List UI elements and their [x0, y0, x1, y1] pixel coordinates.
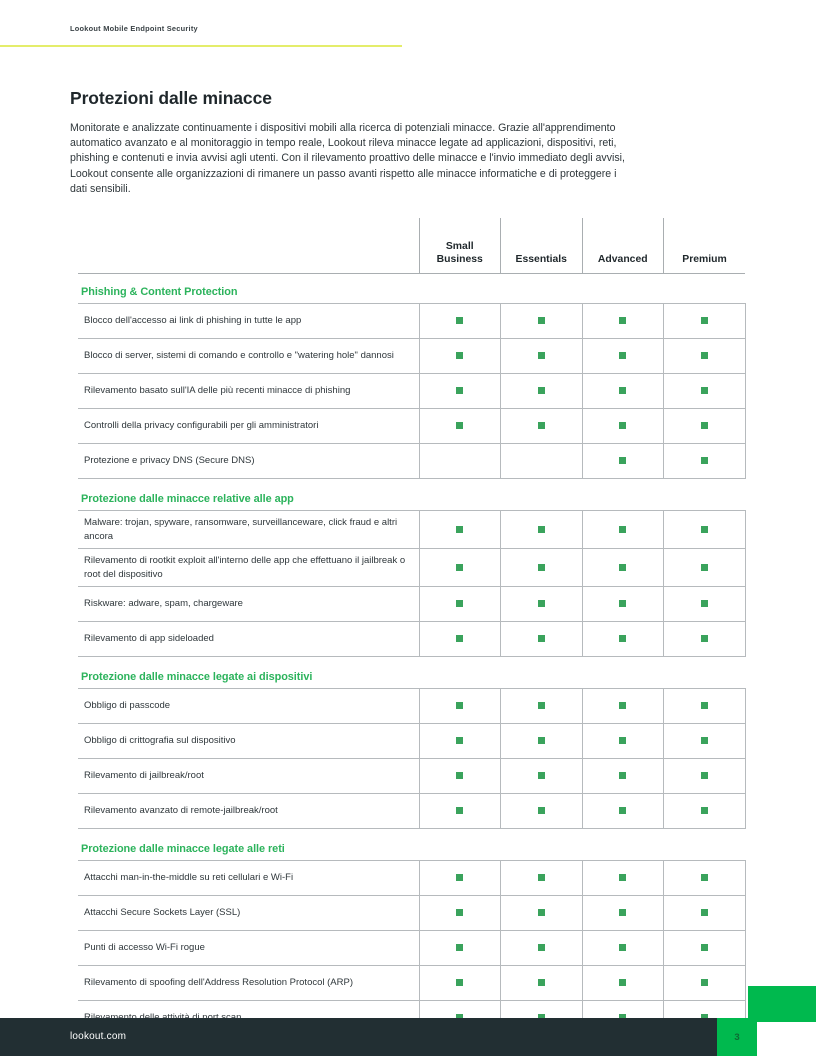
feature-label-cell: Blocco di server, sistemi di comando e controllo e "watering hole" dannosi	[78, 339, 419, 374]
table-header	[78, 218, 745, 274]
included-square-icon	[619, 457, 626, 464]
table-row	[78, 896, 745, 931]
page-intro-block	[70, 88, 746, 197]
header-rule-divider	[0, 45, 402, 47]
tier-value-cell	[582, 759, 664, 794]
feature-column-header	[78, 218, 419, 274]
table-row	[78, 622, 745, 657]
not-included-placeholder	[538, 457, 545, 464]
feature-label-cell: Attacchi Secure Sockets Layer (SSL)	[78, 896, 419, 931]
included-square-icon	[619, 526, 626, 533]
included-square-icon	[619, 807, 626, 814]
tier-value-cell	[664, 549, 746, 587]
included-square-icon	[456, 422, 463, 429]
tier-value-cell	[501, 896, 583, 931]
table-row	[78, 966, 745, 1001]
table-row	[78, 511, 745, 549]
tier-header-line: Business	[436, 254, 483, 265]
tier-value-cell	[582, 549, 664, 587]
included-square-icon	[538, 352, 545, 359]
tier-value-cell	[501, 794, 583, 829]
feature-label-cell: Rilevamento di rootkit exploit all'interno delle app che effettuano il jailbreak o root del dispositivo	[78, 549, 419, 587]
tier-value-cell	[501, 374, 583, 409]
feature-label-cell: Rilevamento avanzato di remote-jailbreak/root	[78, 794, 419, 829]
included-square-icon	[538, 874, 545, 881]
included-square-icon	[456, 526, 463, 533]
tier-value-cell	[501, 861, 583, 896]
included-square-icon	[456, 979, 463, 986]
included-square-icon	[701, 422, 708, 429]
included-square-icon	[619, 317, 626, 324]
tier-value-cell	[419, 861, 501, 896]
tier-value-cell	[664, 689, 746, 724]
tier-value-cell	[419, 759, 501, 794]
included-square-icon	[619, 944, 626, 951]
included-square-icon	[701, 737, 708, 744]
tier-value-cell	[501, 587, 583, 622]
tier-column-header	[501, 218, 583, 274]
included-square-icon	[619, 702, 626, 709]
feature-label-cell: Obbligo di crittografia sul dispositivo	[78, 724, 419, 759]
footer-site-url: lookout.com	[70, 1031, 127, 1042]
included-square-icon	[538, 317, 545, 324]
tier-value-cell	[501, 444, 583, 479]
included-square-icon	[619, 874, 626, 881]
table-row	[78, 587, 745, 622]
included-square-icon	[456, 772, 463, 779]
tier-value-cell	[419, 304, 501, 339]
feature-label-cell: Rilevamento di jailbreak/root	[78, 759, 419, 794]
feature-label-cell: Rilevamento di app sideloaded	[78, 622, 419, 657]
included-square-icon	[701, 317, 708, 324]
included-square-icon	[538, 979, 545, 986]
included-square-icon	[456, 635, 463, 642]
page-title: Protezioni dalle minacce	[70, 88, 272, 108]
tier-value-cell	[501, 304, 583, 339]
included-square-icon	[701, 979, 708, 986]
table-row	[78, 724, 745, 759]
tier-value-cell	[582, 861, 664, 896]
table-row	[78, 931, 745, 966]
included-square-icon	[701, 874, 708, 881]
tier-value-cell	[419, 511, 501, 549]
feature-label-cell: Rilevamento di spoofing dell'Address Resolution Protocol (ARP)	[78, 966, 419, 1001]
table-body	[78, 274, 745, 1036]
table-row	[78, 759, 745, 794]
tier-value-cell	[582, 511, 664, 549]
tier-value-cell	[664, 511, 746, 549]
tier-value-cell	[664, 861, 746, 896]
feature-label-cell: Punti di accesso Wi-Fi rogue	[78, 931, 419, 966]
tier-comparison-table	[78, 218, 746, 1036]
tier-value-cell	[582, 931, 664, 966]
table-row	[78, 444, 745, 479]
feature-label-cell: Riskware: adware, spam, chargeware	[78, 587, 419, 622]
intro-paragraph: Monitorate e analizzate continuamente i dispositivi mobili alla ricerca di potenziali minacce. Grazie all'apprendimento automatico avanzato e al monitoraggio in tempo reale, Lookout rileva minacce legate ad applicazioni, dispositivi, reti, phishing e contenuti e invia avvisi agli utenti. Con il rilevamento proattivo delle minacce e l'invio immediato degli avvisi, Lookout consente alle organizzazioni di rimanere un passo avanti rispetto alle minacce informatiche e di proteggere i dati sensibili.	[70, 122, 625, 195]
tier-column-header	[582, 218, 664, 274]
included-square-icon	[456, 944, 463, 951]
tier-column-header	[419, 218, 501, 274]
included-square-icon	[538, 737, 545, 744]
tier-value-cell	[582, 689, 664, 724]
page-number-badge: 3	[717, 1018, 757, 1056]
tier-value-cell	[664, 444, 746, 479]
tier-value-cell	[582, 622, 664, 657]
tier-value-cell	[501, 549, 583, 587]
included-square-icon	[456, 564, 463, 571]
table-row	[78, 304, 745, 339]
document-eyebrow: Lookout Mobile Endpoint Security	[70, 24, 198, 33]
tier-value-cell	[419, 966, 501, 1001]
included-square-icon	[701, 772, 708, 779]
feature-label-cell: Attacchi man-in-the-middle su reti cellulari e Wi-Fi	[78, 861, 419, 896]
included-square-icon	[456, 702, 463, 709]
tier-value-cell	[582, 444, 664, 479]
tier-value-cell	[582, 896, 664, 931]
tier-value-cell	[582, 587, 664, 622]
tier-value-cell	[419, 931, 501, 966]
feature-label-cell: Malware: trojan, spyware, ransomware, surveillanceware, click fraud e altri ancora	[78, 511, 419, 549]
included-square-icon	[456, 352, 463, 359]
footer-accent-block	[748, 986, 816, 1022]
included-square-icon	[701, 387, 708, 394]
table-section-title: Protezione dalle minacce relative alle app	[81, 493, 294, 505]
included-square-icon	[701, 909, 708, 916]
included-square-icon	[619, 422, 626, 429]
tier-value-cell	[664, 931, 746, 966]
feature-label-cell: Obbligo di passcode	[78, 689, 419, 724]
tier-header-line: Essentials	[515, 254, 567, 265]
feature-label-cell: Protezione e privacy DNS (Secure DNS)	[78, 444, 419, 479]
tier-value-cell	[419, 896, 501, 931]
tier-value-cell	[501, 339, 583, 374]
included-square-icon	[619, 352, 626, 359]
tier-value-cell	[582, 966, 664, 1001]
table-row	[78, 794, 745, 829]
tier-value-cell	[419, 339, 501, 374]
table-row	[78, 339, 745, 374]
table-header-row	[78, 218, 745, 274]
page-header	[0, 0, 816, 46]
tier-value-cell	[501, 759, 583, 794]
included-square-icon	[619, 387, 626, 394]
tier-header-line: Advanced	[597, 254, 648, 265]
included-square-icon	[619, 909, 626, 916]
footer-bar	[0, 1018, 717, 1056]
table-section-header-row	[78, 479, 745, 511]
included-square-icon	[538, 702, 545, 709]
included-square-icon	[538, 526, 545, 533]
included-square-icon	[701, 457, 708, 464]
table-section-title: Protezione dalle minacce legate ai dispositivi	[81, 671, 313, 683]
table-row	[78, 689, 745, 724]
included-square-icon	[538, 635, 545, 642]
tier-value-cell	[664, 759, 746, 794]
tier-value-cell	[664, 409, 746, 444]
tier-value-cell	[419, 374, 501, 409]
included-square-icon	[701, 352, 708, 359]
tier-value-cell	[419, 689, 501, 724]
included-square-icon	[619, 772, 626, 779]
included-square-icon	[619, 737, 626, 744]
tier-value-cell	[419, 409, 501, 444]
tier-value-cell	[501, 689, 583, 724]
included-square-icon	[456, 600, 463, 607]
table-row	[78, 374, 745, 409]
table-row	[78, 861, 745, 896]
table-section-title: Phishing & Content Protection	[81, 286, 238, 298]
feature-label-cell: Controlli della privacy configurabili per gli amministratori	[78, 409, 419, 444]
tier-value-cell	[582, 794, 664, 829]
tier-value-cell	[664, 794, 746, 829]
tier-value-cell	[419, 724, 501, 759]
tier-header-line: Small	[445, 241, 474, 252]
table-section-header-row	[78, 829, 745, 861]
included-square-icon	[538, 422, 545, 429]
tier-value-cell	[664, 304, 746, 339]
tier-value-cell	[664, 622, 746, 657]
feature-label-cell: Rilevamento basato sull'IA delle più recenti minacce di phishing	[78, 374, 419, 409]
tier-value-cell	[419, 794, 501, 829]
tier-value-cell	[501, 931, 583, 966]
included-square-icon	[701, 702, 708, 709]
tier-value-cell	[664, 966, 746, 1001]
tier-value-cell	[501, 622, 583, 657]
tier-value-cell	[501, 511, 583, 549]
included-square-icon	[701, 635, 708, 642]
included-square-icon	[538, 772, 545, 779]
included-square-icon	[456, 387, 463, 394]
not-included-placeholder	[456, 457, 463, 464]
tier-value-cell	[419, 549, 501, 587]
tier-value-cell	[419, 587, 501, 622]
tier-value-cell	[582, 304, 664, 339]
tier-value-cell	[664, 339, 746, 374]
tier-value-cell	[419, 622, 501, 657]
tier-value-cell	[419, 444, 501, 479]
included-square-icon	[538, 600, 545, 607]
table-section-header-row	[78, 657, 745, 689]
tier-value-cell	[582, 409, 664, 444]
included-square-icon	[538, 807, 545, 814]
included-square-icon	[456, 737, 463, 744]
tier-value-cell	[501, 409, 583, 444]
included-square-icon	[538, 564, 545, 571]
included-square-icon	[456, 874, 463, 881]
table-section-title: Protezione dalle minacce legate alle reti	[81, 843, 285, 855]
table-section-header-row	[78, 274, 745, 304]
included-square-icon	[456, 909, 463, 916]
tier-value-cell	[664, 374, 746, 409]
included-square-icon	[619, 564, 626, 571]
included-square-icon	[619, 979, 626, 986]
included-square-icon	[538, 909, 545, 916]
included-square-icon	[701, 944, 708, 951]
tier-value-cell	[582, 724, 664, 759]
tier-value-cell	[582, 374, 664, 409]
included-square-icon	[701, 526, 708, 533]
included-square-icon	[538, 944, 545, 951]
feature-label-cell: Blocco dell'accesso ai link di phishing in tutte le app	[78, 304, 419, 339]
tier-value-cell	[664, 896, 746, 931]
included-square-icon	[456, 807, 463, 814]
tier-value-cell	[664, 587, 746, 622]
included-square-icon	[701, 807, 708, 814]
table-row	[78, 409, 745, 444]
included-square-icon	[619, 635, 626, 642]
tier-column-header	[664, 218, 746, 274]
tier-value-cell	[501, 966, 583, 1001]
tier-value-cell	[501, 724, 583, 759]
included-square-icon	[619, 600, 626, 607]
included-square-icon	[701, 564, 708, 571]
tier-value-cell	[582, 339, 664, 374]
included-square-icon	[701, 600, 708, 607]
included-square-icon	[456, 317, 463, 324]
tier-value-cell	[664, 724, 746, 759]
tier-header-line: Premium	[682, 254, 727, 265]
included-square-icon	[538, 387, 545, 394]
table-row	[78, 549, 745, 587]
